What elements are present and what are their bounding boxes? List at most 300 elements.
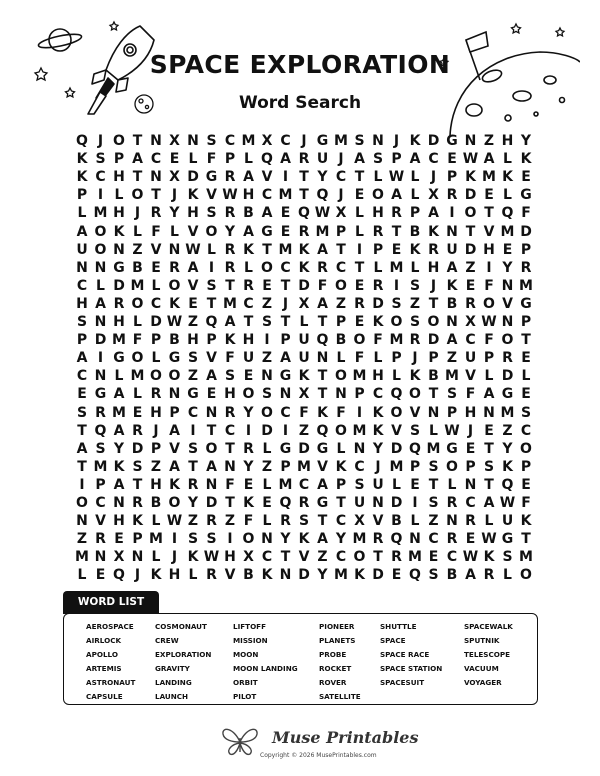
grid-letter: S (428, 495, 439, 511)
grid-letter: T (317, 386, 328, 403)
grid-letter: N (501, 314, 514, 330)
grid-letter: R (372, 531, 384, 548)
grid-letter: A (113, 386, 125, 403)
word-list-item: GRAVITY (155, 664, 190, 673)
grid-letter: L (355, 205, 364, 222)
grid-letter: V (187, 223, 199, 240)
grid-letter: A (206, 368, 217, 385)
grid-letter: S (95, 151, 106, 168)
grid-letter: N (187, 133, 199, 149)
grid-letter: K (243, 495, 254, 511)
grid-letter: C (335, 259, 347, 276)
grid-letter: G (279, 368, 292, 385)
grid-letter: T (317, 513, 328, 530)
grid-letter: T (317, 314, 328, 330)
grid-letter: E (521, 476, 531, 493)
grid-letter: A (169, 458, 180, 475)
grid-letter: S (187, 440, 199, 457)
grid-letter: C (150, 151, 162, 168)
grid-letter: S (409, 277, 421, 294)
grid-letter: R (298, 223, 310, 240)
grid-letter: S (354, 133, 365, 149)
grid-letter: R (391, 549, 402, 566)
grid-letter: R (95, 404, 106, 421)
grid-letter: E (280, 223, 291, 240)
grid-letter: L (410, 187, 420, 204)
grid-letter: E (354, 187, 365, 204)
word-list-item: AEROSPACE (86, 622, 134, 631)
grid-letter: F (225, 476, 235, 493)
grid-letter: R (224, 404, 236, 421)
word-list-item: LAUNCH (155, 692, 189, 701)
grid-letter: O (427, 314, 440, 330)
grid-letter: K (317, 404, 328, 421)
grid-letter: K (150, 567, 162, 584)
grid-letter: H (427, 259, 440, 276)
grid-letter: L (151, 350, 161, 367)
grid-letter: P (169, 404, 180, 421)
grid-letter: K (409, 241, 421, 258)
grid-letter: A (280, 151, 291, 168)
grid-letter: U (298, 332, 310, 349)
grid-letter: Z (150, 458, 162, 475)
grid-letter: Y (317, 567, 328, 584)
grid-letter: Z (76, 531, 88, 548)
grid-letter: C (261, 549, 273, 566)
grid-letter: H (224, 549, 236, 566)
grid-letter: W (462, 549, 479, 566)
word-list-item: ARTEMIS (86, 664, 122, 673)
word-list-item: PIONEER (319, 622, 355, 631)
grid-letter: G (168, 350, 181, 367)
grid-letter: D (501, 368, 514, 385)
grid-letter: K (76, 169, 88, 186)
grid-letter: R (465, 513, 476, 530)
grid-letter: K (76, 151, 88, 168)
grid-letter: R (150, 386, 162, 403)
grid-letter: N (279, 386, 292, 403)
grid-letter: F (299, 404, 309, 421)
grid-letter: A (280, 350, 291, 367)
grid-letter: J (171, 549, 178, 566)
word-list-item: ROCKET (319, 664, 352, 673)
grid-letter: N (168, 241, 181, 258)
grid-letter: H (242, 332, 255, 349)
grid-letter: A (317, 295, 328, 312)
grid-letter: Q (316, 332, 329, 349)
grid-letter: R (298, 151, 310, 168)
grid-letter: X (428, 187, 439, 204)
grid-letter: T (225, 277, 235, 294)
grid-letter: R (446, 531, 458, 548)
grid-letter: T (280, 549, 291, 566)
grid-letter: O (131, 350, 144, 367)
grid-letter: E (484, 187, 494, 204)
word-list-item: MOON (233, 650, 259, 659)
grid-letter: J (412, 350, 418, 367)
grid-letter: Z (187, 513, 199, 530)
grid-letter: B (446, 295, 458, 312)
grid-letter: G (446, 133, 458, 149)
copyright-text: Copyright © 2026 MusePrintables.com (260, 752, 377, 759)
grid-letter: T (354, 169, 365, 186)
grid-letter: Z (187, 368, 199, 385)
grid-letter: C (280, 404, 291, 421)
grid-letter: T (465, 223, 476, 240)
grid-letter: C (428, 151, 439, 168)
grid-letter: P (428, 350, 439, 367)
grid-letter: M (352, 422, 367, 439)
grid-letter: R (520, 259, 532, 276)
grid-letter: O (242, 386, 255, 403)
grid-letter: E (484, 422, 494, 439)
grid-letter: D (150, 314, 162, 330)
grid-letter: E (521, 350, 531, 367)
grid-letter: N (279, 567, 292, 584)
word-list-item: PROBE (319, 650, 347, 659)
grid-letter: F (373, 332, 383, 349)
word-list-item: VACUUM (464, 664, 499, 673)
grid-letter: G (501, 386, 514, 403)
grid-letter: P (391, 350, 402, 367)
grid-letter: Y (502, 259, 513, 276)
grid-letter: Z (261, 350, 273, 367)
grid-letter: M (389, 332, 404, 349)
grid-letter: O (261, 259, 273, 276)
grid-letter: K (298, 241, 310, 258)
grid-letter: L (133, 223, 142, 240)
grid-letter: J (97, 133, 104, 149)
grid-letter: T (354, 259, 365, 276)
grid-letter: P (76, 187, 88, 204)
grid-letter: P (132, 531, 143, 548)
word-list-item: MOON LANDING (233, 664, 298, 673)
grid-letter: I (282, 422, 289, 439)
grid-letter: O (372, 187, 384, 204)
grid-letter: O (390, 404, 403, 421)
grid-letter: R (224, 241, 236, 258)
grid-letter: D (372, 567, 384, 584)
grid-letter: M (426, 440, 441, 457)
grid-letter: U (501, 513, 514, 530)
grid-letter: B (335, 332, 347, 349)
grid-letter: L (410, 513, 420, 530)
grid-letter: Q (94, 422, 107, 439)
grid-letter: L (410, 169, 420, 186)
grid-letter: A (317, 531, 328, 548)
grid-letter: N (76, 259, 88, 276)
grid-letter: L (133, 386, 142, 403)
word-list-item: SATELLITE (319, 692, 361, 701)
grid-letter: H (168, 567, 181, 584)
grid-letter: L (484, 513, 494, 530)
grid-letter: F (206, 151, 217, 168)
grid-letter: O (520, 567, 532, 584)
grid-letter: V (169, 440, 180, 457)
grid-letter: D (427, 332, 440, 349)
grid-letter: A (391, 187, 402, 204)
grid-letter: F (132, 332, 143, 349)
grid-letter: A (483, 151, 495, 168)
grid-letter: V (391, 422, 402, 439)
grid-letter: N (224, 458, 236, 475)
grid-letter: P (409, 205, 421, 222)
grid-letter: T (521, 332, 531, 349)
grid-letter: O (335, 277, 347, 294)
grid-letter: C (446, 549, 458, 566)
grid-letter: R (446, 187, 458, 204)
grid-letter: R (483, 567, 495, 584)
grid-letter: F (521, 205, 531, 222)
grid-letter: L (262, 476, 272, 493)
grid-letter: H (113, 169, 125, 186)
grid-letter: R (206, 513, 217, 530)
grid-letter: L (114, 187, 124, 204)
grid-letter: P (446, 404, 458, 421)
grid-letter: C (95, 169, 106, 186)
word-list-item: AIRLOCK (86, 636, 122, 645)
word-list-column (380, 620, 442, 690)
grid-letter: S (206, 133, 217, 149)
grid-letter: K (243, 241, 254, 258)
grid-letter: Z (502, 422, 513, 439)
grid-letter: R (132, 422, 143, 439)
grid-letter: L (244, 259, 253, 276)
grid-letter: N (113, 241, 125, 258)
grid-letter: E (465, 531, 476, 548)
grid-letter: K (132, 513, 143, 530)
grid-letter: E (428, 549, 439, 566)
grid-letter: I (356, 241, 363, 258)
grid-letter: E (391, 567, 402, 584)
grid-letter: E (169, 151, 180, 168)
grid-letter: Q (409, 567, 421, 584)
grid-letter: D (427, 133, 440, 149)
grid-letter: D (464, 187, 477, 204)
grid-letter: S (206, 531, 217, 548)
grid-letter: A (354, 151, 365, 168)
grid-letter: R (187, 476, 199, 493)
grid-letter: A (206, 458, 217, 475)
grid-letter: M (315, 223, 330, 240)
grid-letter: L (114, 368, 124, 385)
grid-letter: C (428, 531, 439, 548)
grid-letter: L (503, 567, 512, 584)
grid-letter: L (188, 151, 198, 168)
grid-letter: M (278, 187, 293, 204)
word-list-item: LIFTOFF (233, 622, 266, 631)
grid-letter: T (151, 187, 161, 204)
grid-letter: R (132, 495, 143, 511)
grid-letter: B (243, 567, 254, 584)
grid-letter: P (409, 458, 421, 475)
grid-letter: E (188, 295, 198, 312)
grid-letter: T (484, 476, 494, 493)
grid-letter: L (355, 223, 364, 240)
grid-letter: C (354, 458, 365, 475)
grid-letter: Z (409, 295, 421, 312)
grid-letter: Y (317, 169, 328, 186)
grid-letter: L (373, 169, 383, 186)
grid-letter: G (316, 440, 329, 457)
grid-letter: K (483, 549, 495, 566)
grid-letter: M (112, 404, 126, 421)
grid-letter: Z (298, 422, 310, 439)
grid-letter: C (95, 495, 106, 511)
grid-letter: M (75, 549, 89, 566)
word-list-item: ROVER (319, 678, 347, 687)
grid-letter: P (520, 458, 532, 475)
grid-letter: T (428, 295, 439, 312)
grid-letter: X (261, 133, 273, 149)
grid-letter: E (354, 314, 365, 330)
grid-letter: R (280, 513, 291, 530)
grid-letter: W (222, 187, 238, 204)
grid-letter: A (132, 151, 143, 168)
grid-letter: I (97, 350, 104, 367)
grid-letter: D (298, 440, 310, 457)
grid-letter: N (409, 531, 421, 548)
grid-letter: G (279, 440, 292, 457)
grid-letter: S (298, 513, 310, 530)
grid-letter: A (409, 151, 421, 168)
grid-letter: O (168, 368, 181, 385)
grid-letter: Y (502, 440, 513, 457)
grid-letter: Z (446, 350, 458, 367)
grid-letter: O (483, 295, 495, 312)
grid-letter: A (261, 205, 273, 222)
grid-letter: R (150, 205, 162, 222)
grid-letter: U (242, 350, 255, 367)
grid-letter: T (391, 223, 402, 240)
grid-letter: S (409, 314, 421, 330)
grid-letter: U (316, 151, 329, 168)
grid-letter: R (465, 295, 476, 312)
grid-letter: A (428, 205, 439, 222)
grid-letter: C (76, 368, 88, 385)
grid-letter: K (169, 295, 180, 312)
grid-letter: N (261, 531, 273, 548)
grid-letter: E (465, 277, 476, 294)
grid-letter: Q (298, 205, 310, 222)
grid-letter: R (428, 241, 439, 258)
grid-letter: J (467, 422, 474, 439)
grid-letter: A (224, 314, 236, 330)
grid-letter: I (79, 476, 85, 493)
grid-letter: J (301, 133, 307, 149)
grid-letter: H (372, 205, 384, 222)
word-list-column (464, 620, 513, 690)
grid-letter: W (462, 151, 479, 168)
grid-letter: O (131, 295, 144, 312)
grid-letter: L (373, 259, 383, 276)
grid-letter: S (428, 458, 439, 475)
grid-letter: H (372, 368, 384, 385)
grid-letter: O (446, 458, 458, 475)
word-list-item: APOLLO (86, 650, 118, 659)
grid-letter: P (446, 169, 458, 186)
grid-letter: E (502, 241, 513, 258)
grid-letter: M (112, 332, 126, 349)
grid-letter: W (481, 314, 497, 330)
grid-letter: C (335, 513, 347, 530)
grid-letter: T (132, 476, 143, 493)
grid-letter: M (334, 133, 348, 149)
grid-letter: L (503, 187, 512, 204)
grid-letter: B (132, 259, 143, 276)
grid-letter: A (169, 422, 180, 439)
grid-letter: T (206, 295, 217, 312)
grid-letter: Z (317, 549, 328, 566)
grid-letter: L (262, 440, 272, 457)
grid-letter: I (190, 422, 196, 439)
grid-letter: N (501, 277, 514, 294)
grid-letter: K (520, 513, 532, 530)
grid-letter: F (484, 332, 494, 349)
grid-letter: D (520, 223, 532, 240)
grid-letter: K (354, 567, 365, 584)
grid-letter: V (409, 404, 421, 421)
grid-letter: T (484, 205, 494, 222)
grid-letter: S (354, 476, 365, 493)
grid-letter: S (520, 404, 532, 421)
grid-letter: H (187, 332, 199, 349)
grid-letter: K (502, 458, 513, 475)
grid-letter: N (483, 404, 495, 421)
grid-letter: K (372, 422, 384, 439)
grid-letter: V (502, 295, 513, 312)
grid-letter: S (446, 386, 458, 403)
grid-letter: R (317, 259, 328, 276)
grid-letter: F (354, 350, 365, 367)
grid-letter: Y (224, 223, 236, 240)
word-list-item: MISSION (233, 636, 268, 645)
grid-letter: W (314, 205, 331, 222)
word-list-item: COSMONAUT (155, 622, 207, 631)
grid-letter: L (96, 277, 105, 294)
grid-letter: P (335, 476, 347, 493)
grid-letter: R (95, 531, 106, 548)
grid-letter: G (113, 350, 125, 367)
grid-letter: A (446, 259, 458, 276)
grid-letter: E (243, 476, 254, 493)
grid-letter: V (483, 223, 495, 240)
grid-letter: O (168, 277, 181, 294)
grid-letter: L (447, 476, 457, 493)
grid-letter: D (390, 495, 403, 511)
grid-letter: A (317, 241, 328, 258)
grid-letter: N (205, 404, 218, 421)
grid-letter: Q (316, 187, 329, 204)
grid-letter: E (95, 567, 106, 584)
word-list-item: SPUTNIK (464, 636, 500, 645)
grid-letter: N (76, 513, 88, 530)
grid-letter: Y (187, 495, 199, 511)
grid-letter: A (243, 223, 254, 240)
grid-letter: P (206, 332, 217, 349)
grid-letter: C (224, 422, 236, 439)
grid-letter: Z (465, 259, 476, 276)
grid-letter: R (391, 205, 402, 222)
grid-letter: S (76, 404, 88, 421)
grid-letter: O (335, 368, 347, 385)
grid-letter: L (392, 368, 401, 385)
grid-letter: A (317, 476, 328, 493)
grid-letter: H (224, 386, 236, 403)
grid-letter: F (225, 350, 235, 367)
grid-letter: R (243, 277, 254, 294)
grid-letter: R (409, 332, 421, 349)
